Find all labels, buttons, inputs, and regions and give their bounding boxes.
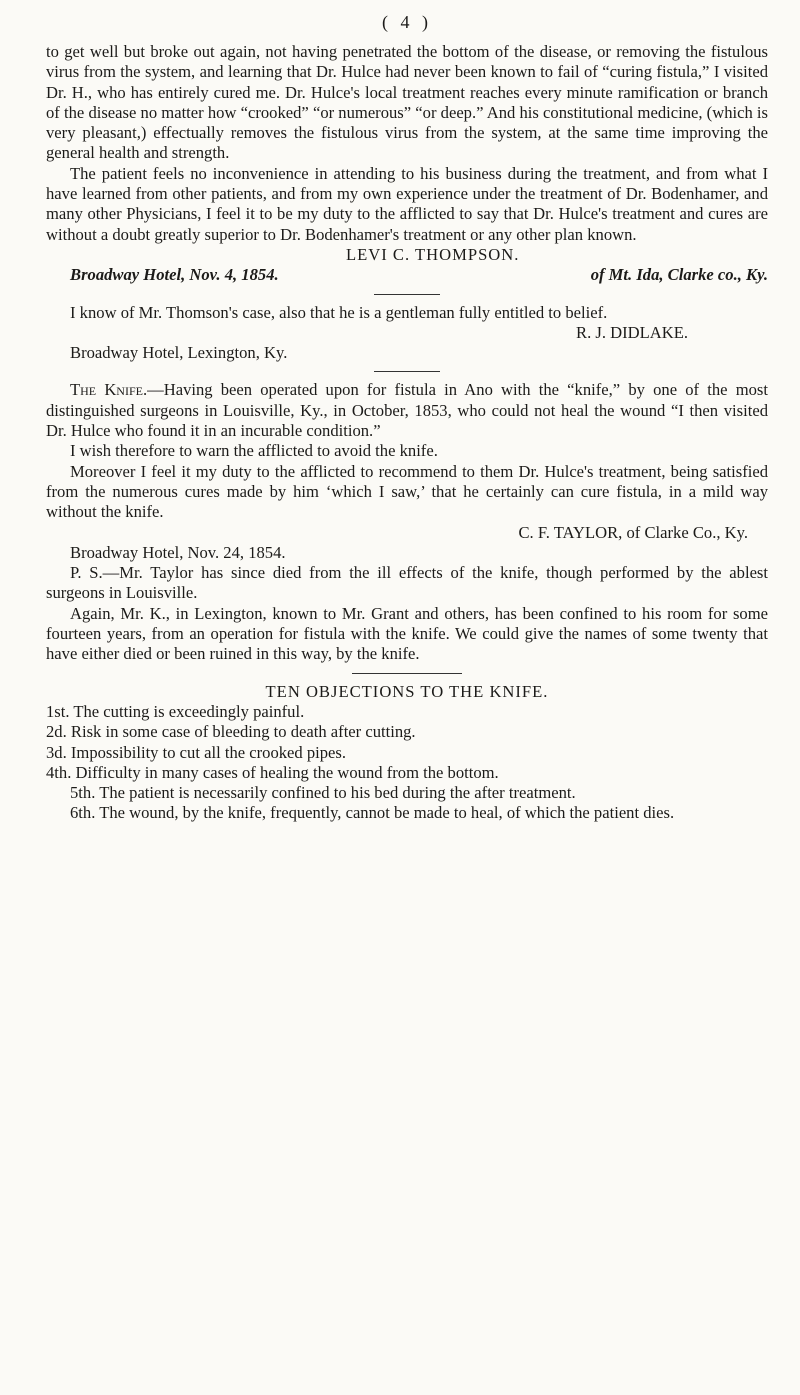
signature-levi-thompson: LEVI C. THOMPSON. — [346, 244, 520, 264]
testimonial-paragraph-2: The patient feels no inconvenience in attending to his business during the treatment, and from what I have learned from other patients, and from my own experience under the treatment of Dr. Bodenhamer, and many other Physicians, I feel it to be my duty to the afflicted to say that Dr. Hulce's treatment and cures are without a doubt greatly superior to Dr. Bodenhamer's treatment or any other plan known. — [46, 163, 768, 244]
signature-taylor: C. F. TAYLOR, of Clarke Co., Ky. — [518, 522, 748, 542]
knife-paragraph-2: I wish therefore to warn the afflicted to avoid the knife. — [70, 441, 438, 461]
section-divider — [352, 673, 462, 674]
objection-item: 5th. The patient is necessarily confined to his bed during the after treatment. — [70, 783, 576, 803]
section-divider — [374, 294, 440, 295]
objections-heading: TEN OBJECTIONS TO THE KNIFE. — [265, 681, 549, 701]
didlake-place: Broadway Hotel, Lexington, Ky. — [70, 343, 288, 363]
section-divider — [374, 371, 440, 372]
didlake-letter: I know of Mr. Thomson's case, also that he is a gentleman fully entitled to belief. — [70, 302, 608, 322]
postscript: P. S.—Mr. Taylor has since died from the ill effects of the knife, though performed by the ablest surgeons in Louisville. — [46, 563, 768, 603]
knife-paragraph-3: Moreover I feel it my duty to the afflicted to recommend to them Dr. Hulce's treatment, being satisfied from the numerous cures made by him ‘which I saw,’ that he certainly can cure fistula, in a mild way without the knife. — [46, 461, 768, 522]
signature-place-left: Broadway Hotel, Nov. 4, 1854. — [70, 265, 279, 285]
objection-item: 2d. Risk in some case of bleeding to death after cutting. — [46, 722, 416, 742]
page-number: ( 4 ) — [382, 12, 432, 32]
knife-paragraph-1-text: —Having been operated upon for fistula in Ano with the “knife,” by one of the most distinguished surgeons in Louisville, Ky., in October, 1853, who could not heal the wound “I then visited Dr. Hulce who found it in an incurable condition.” — [46, 380, 768, 441]
signature-place-row — [46, 265, 768, 285]
knife-paragraph-1 — [46, 380, 768, 441]
taylor-place: Broadway Hotel, Nov. 24, 1854. — [70, 542, 286, 562]
testimonial-paragraph-1: to get well but broke out again, not having penetrated the bottom of the disease, or removing the fistulous virus from the system, and learning that Dr. Hulce had never been known to fail of “curing fistula,” I visited Dr. H., who has entirely cured me. Dr. Hulce's local treatment reaches every minute ramification or branch of the disease no matter how “crooked” “or numerous” “or deep.” And his constitutional medicine, (which is very pleasant,) effectually removes the fistulous virus from the system, at the same time improving the general health and strength. — [46, 42, 768, 163]
signature-place-right: of Mt. Ida, Clarke co., Ky. — [590, 265, 768, 285]
signature-didlake: R. J. DIDLAKE. — [576, 322, 688, 342]
objection-item: 4th. Difficulty in many cases of healing the wound from the bottom. — [46, 762, 499, 782]
knife-lead: The Knife. — [70, 380, 148, 400]
book-page — [46, 0, 768, 1395]
objection-item: 3d. Impossibility to cut all the crooked pipes. — [46, 742, 347, 762]
page-text — [46, 42, 768, 824]
objection-item: 1st. The cutting is exceedingly painful. — [46, 701, 305, 721]
knife-paragraph-4: Again, Mr. K., in Lexington, known to Mr. Grant and others, has been confined to his room for some fourteen years, from an operation for fistula with the knife. We could give the names of some twenty that have either died or been ruined in this way, by the knife. — [46, 603, 768, 664]
objections-list — [46, 702, 768, 824]
objection-item: 6th. The wound, by the knife, frequently, cannot be made to heal, of which the patient dies. — [70, 803, 675, 823]
